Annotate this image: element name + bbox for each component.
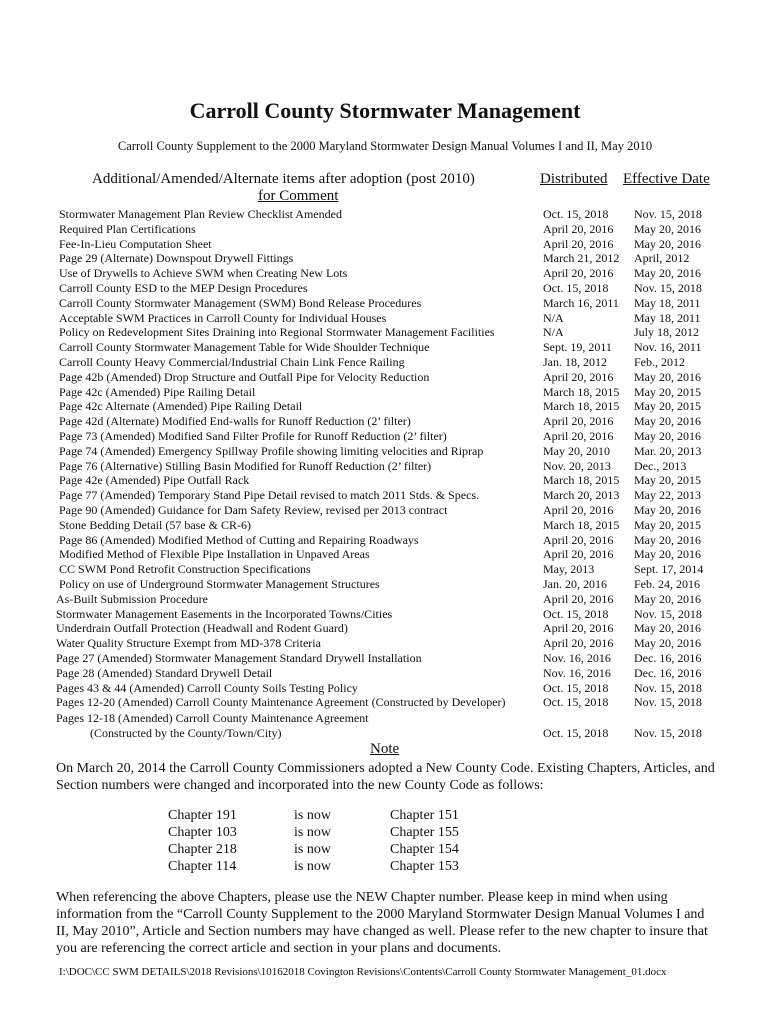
table-cell-distributed: April 20, 2016 <box>543 236 614 251</box>
table-cell-item: Page 90 (Amended) Guidance for Dam Safety Review, revised per 2013 contract <box>59 503 448 517</box>
table-cell-effective: Nov. 15, 2018 <box>634 207 702 221</box>
table-cell-distributed: N/A <box>543 325 564 340</box>
table-cell-item: Carroll County Stormwater Management Table for Wide Shoulder Technique <box>59 340 430 355</box>
table-cell-item: Policy on Redevelopment Sites Draining into Regional Stormwater Management Facilities <box>59 325 495 340</box>
table-cell-distributed: Oct. 15, 2018 <box>543 680 609 695</box>
table-row <box>0 414 770 429</box>
table-cell-distributed: May, 2013 <box>543 562 595 577</box>
table-row <box>0 562 770 577</box>
note-paragraph-line: When referencing the above Chapters, please use the NEW Chapter number. Please keep in mind when using <box>56 890 668 905</box>
chapter-old: Chapter 103 <box>168 825 237 840</box>
table-cell-effective: April, 2012 <box>634 251 690 266</box>
table-cell-distributed: Oct. 15, 2018 <box>543 207 609 221</box>
table-row <box>0 503 770 518</box>
table-cell-effective: Dec. 16, 2016 <box>634 665 702 680</box>
table-cell-distributed: April 20, 2016 <box>543 369 614 384</box>
table-cell-effective: Nov. 15, 2018 <box>634 281 702 295</box>
chapter-verb: is now <box>294 825 331 840</box>
table-cell-effective: May 20, 2016 <box>634 369 701 384</box>
table-row <box>0 488 770 503</box>
table-row <box>0 311 770 326</box>
table-cell-effective: Nov. 15, 2018 <box>634 695 702 710</box>
table-cell-effective: Nov. 15, 2018 <box>634 726 702 740</box>
table-cell-effective: May 20, 2016 <box>634 503 701 517</box>
table-cell-effective: Dec. 16, 2016 <box>634 651 702 665</box>
table-cell-effective: Dec., 2013 <box>634 458 687 473</box>
note-paragraph-line: you are referencing the correct article and section in your plans and documents. <box>56 941 502 956</box>
table-cell-distributed: April 20, 2016 <box>543 414 614 429</box>
note-paragraph-line: Section numbers were changed and incorporated into the new County Code as follows: <box>56 778 544 793</box>
table-cell-distributed: April 20, 2016 <box>543 591 614 606</box>
table-cell-distributed: Oct. 15, 2018 <box>543 606 609 621</box>
table-cell-distributed: April 20, 2016 <box>543 429 614 443</box>
table-row <box>0 666 770 681</box>
table-row <box>0 547 770 562</box>
table-cell-item: Stormwater Management Easements in the Incorporated Towns/Cities <box>56 606 393 621</box>
table-cell-distributed: April 20, 2016 <box>543 503 614 517</box>
table-cell-distributed: Nov. 16, 2016 <box>543 651 611 665</box>
table-cell-item: Pages 12-18 (Amended) Carroll County Maintenance Agreement <box>56 711 369 725</box>
table-cell-item: Page 42c (Amended) Pipe Railing Detail <box>59 384 256 399</box>
table-cell-item: Page 27 (Amended) Stormwater Management Standard Drywell Installation <box>56 651 422 665</box>
table-cell-item: Pages 12-20 (Amended) Carroll County Maintenance Agreement (Constructed by Developer) <box>56 695 506 710</box>
table-cell-item: Stormwater Management Plan Review Checklist Amended <box>59 207 342 221</box>
table-cell-item: Underdrain Outfall Protection (Headwall and Rodent Guard) <box>56 621 348 636</box>
column-header-effective-date: Effective Date <box>623 171 710 187</box>
table-cell-item: Page 42c Alternate (Amended) Pipe Railing Detail <box>59 399 303 414</box>
table-cell-item: Carroll County Stormwater Management (SWM) Bond Release Procedures <box>59 295 422 310</box>
table-cell-item: Water Quality Structure Exempt from MD-378 Criteria <box>56 636 321 651</box>
chapter-old: Chapter 114 <box>168 859 237 874</box>
table-cell-item: Page 77 (Amended) Temporary Stand Pipe Detail revised to match 2011 Stds. & Specs. <box>59 488 480 503</box>
table-cell-distributed: Nov. 16, 2016 <box>543 665 611 680</box>
table-cell-item: Page 73 (Amended) Modified Sand Filter Profile for Runoff Reduction (2’ filter) <box>59 429 447 443</box>
table-row <box>0 711 770 726</box>
table-cell-item: Page 28 (Amended) Standard Drywell Detail <box>56 665 273 680</box>
table-row <box>0 237 770 252</box>
table-cell-distributed: April 20, 2016 <box>543 621 614 636</box>
table-cell-item: Carroll County Heavy Commercial/Industrial Chain Link Fence Railing <box>59 355 405 369</box>
table-cell-distributed: April 20, 2016 <box>543 636 614 651</box>
chapter-verb: is now <box>294 859 331 874</box>
table-cell-effective: Nov. 16, 2011 <box>634 340 702 355</box>
table-row <box>0 399 770 414</box>
table-row <box>0 385 770 400</box>
table-cell-effective: May 20, 2016 <box>634 221 701 236</box>
table-cell-item: As-Built Submission Procedure <box>56 591 208 606</box>
table-row <box>0 429 770 444</box>
table-cell-distributed: Oct. 15, 2018 <box>543 726 609 740</box>
table-cell-item: Modified Method of Flexible Pipe Installation in Unpaved Areas <box>59 547 370 562</box>
table-cell-effective: May 22, 2013 <box>634 488 701 503</box>
table-cell-distributed: March 18, 2015 <box>543 517 620 532</box>
table-row <box>0 518 770 533</box>
table-cell-effective: May 20, 2016 <box>634 236 701 251</box>
table-cell-distributed: March 16, 2011 <box>543 295 619 310</box>
file-path-footer: I:\DOC\CC SWM DETAILS\2018 Revisions\10162018 Covington Revisions\Contents\Carroll County Stormwater Management_01.docx <box>59 966 667 978</box>
table-row <box>0 281 770 296</box>
table-cell-item: Page 42d (Alternate) Modified End-walls for Runoff Reduction (2’ filter) <box>59 414 411 429</box>
table-cell-item: CC SWM Pond Retrofit Construction Specifications <box>59 562 311 577</box>
table-cell-distributed: Jan. 20, 2016 <box>543 577 607 591</box>
note-paragraph-line: II, May 2010”, Article and Section numbers may have changed as well. Please refer to the new chapter to insure that <box>56 924 708 939</box>
table-cell-effective: May 20, 2015 <box>634 384 701 399</box>
table-cell-distributed: May 20, 2010 <box>543 443 610 458</box>
table-row <box>0 207 770 222</box>
table-cell-effective: Feb. 24, 2016 <box>634 577 700 591</box>
table-cell-item: Carroll County ESD to the MEP Design Procedures <box>59 281 308 295</box>
chapter-new: Chapter 151 <box>390 808 459 823</box>
table-row <box>0 636 770 651</box>
table-cell-distributed: April 20, 2016 <box>543 532 614 547</box>
table-cell-item: Policy on use of Underground Stormwater Management Structures <box>59 577 380 591</box>
table-cell-distributed: March 21, 2012 <box>543 251 620 266</box>
table-row <box>0 533 770 548</box>
table-row <box>0 651 770 666</box>
table-row <box>0 607 770 622</box>
table-cell-item: Page 76 (Alternative) Stilling Basin Modified for Runoff Reduction (2’ filter) <box>59 458 432 473</box>
table-cell-item: Use of Drywells to Achieve SWM when Creating New Lots <box>59 266 348 281</box>
chapter-new: Chapter 155 <box>390 825 459 840</box>
table-row <box>0 695 770 710</box>
table-row <box>0 473 770 488</box>
table-cell-effective: May 18, 2011 <box>634 310 701 325</box>
table-cell-distributed: March 18, 2015 <box>543 384 620 399</box>
table-cell-item: Page 29 (Alternate) Downspout Drywell Fittings <box>59 251 294 266</box>
table-cell-item: Page 42e (Amended) Pipe Outfall Rack <box>59 473 250 488</box>
table-cell-item: Page 42b (Amended) Drop Structure and Outfall Pipe for Velocity Reduction <box>59 369 430 384</box>
table-cell-effective: Mar. 20, 2013 <box>634 443 702 458</box>
table-cell-distributed: Oct. 15, 2018 <box>543 695 609 710</box>
table-row <box>0 459 770 474</box>
table-cell-effective: May 20, 2016 <box>634 429 701 443</box>
table-cell-distributed: Nov. 20, 2013 <box>543 458 611 473</box>
chapter-old: Chapter 218 <box>168 842 237 857</box>
table-row <box>0 355 770 370</box>
table-row <box>0 370 770 385</box>
table-row <box>0 325 770 340</box>
document-title: Carroll County Stormwater Management <box>189 98 581 123</box>
table-cell-item: Pages 43 & 44 (Amended) Carroll County Soils Testing Policy <box>56 680 358 695</box>
table-cell-distributed: N/A <box>543 310 564 325</box>
table-row <box>0 621 770 636</box>
table-cell-item: Required Plan Certifications <box>59 221 196 236</box>
table-cell-item: (Constructed by the County/Town/City) <box>90 726 282 740</box>
table-row <box>0 340 770 355</box>
table-heading-sub: for Comment <box>258 188 339 204</box>
table-cell-effective: May 18, 2011 <box>634 295 701 310</box>
table-cell-effective: July 18, 2012 <box>634 325 700 340</box>
table-cell-item: Page 86 (Amended) Modified Method of Cutting and Repairing Roadways <box>59 532 419 547</box>
table-cell-item: Fee-In-Lieu Computation Sheet <box>59 236 212 251</box>
table-cell-distributed: April 20, 2016 <box>543 221 614 236</box>
table-heading: Additional/Amended/Alternate items after adoption (post 2010) <box>92 171 475 187</box>
table-row <box>0 577 770 592</box>
table-cell-distributed: March 18, 2015 <box>543 473 620 488</box>
table-cell-distributed: March 20, 2013 <box>543 488 620 503</box>
document-subtitle: Carroll County Supplement to the 2000 Maryland Stormwater Design Manual Volumes I and II, May 2010 <box>117 139 653 153</box>
table-cell-distributed: March 18, 2015 <box>543 399 620 414</box>
table-cell-effective: Feb., 2012 <box>634 355 685 369</box>
note-paragraph-line: information from the “Carroll County Supplement to the 2000 Maryland Stormwater Design Manual Volumes I and <box>56 907 705 922</box>
chapter-verb: is now <box>294 842 331 857</box>
table-cell-effective: May 20, 2016 <box>634 547 701 562</box>
table-cell-item: Page 74 (Amended) Emergency Spillway Profile showing limiting velocities and Riprap <box>59 443 484 458</box>
table-row <box>0 681 770 696</box>
table-cell-effective: May 20, 2015 <box>634 399 701 414</box>
table-cell-effective: May 20, 2016 <box>634 621 701 636</box>
table-cell-distributed: Oct. 15, 2018 <box>543 281 609 295</box>
chapter-old: Chapter 191 <box>168 808 237 823</box>
table-cell-distributed: Sept. 19, 2011 <box>543 340 612 355</box>
table-cell-distributed: April 20, 2016 <box>543 266 614 281</box>
table-row <box>0 726 770 741</box>
table-cell-effective: May 20, 2016 <box>634 414 701 429</box>
table-cell-effective: May 20, 2015 <box>634 473 701 488</box>
table-row <box>0 296 770 311</box>
table-row <box>0 444 770 459</box>
table-cell-effective: Sept. 17, 2014 <box>634 562 704 577</box>
table-cell-effective: Nov. 15, 2018 <box>634 606 702 621</box>
chapter-new: Chapter 154 <box>390 842 459 857</box>
table-cell-effective: May 20, 2016 <box>634 591 701 606</box>
table-row <box>0 222 770 237</box>
table-cell-effective: May 20, 2016 <box>634 636 701 651</box>
table-cell-distributed: Jan. 18, 2012 <box>543 355 607 369</box>
chapter-verb: is now <box>294 808 331 823</box>
table-cell-effective: May 20, 2015 <box>634 517 701 532</box>
note-heading: Note <box>370 741 400 757</box>
table-row <box>0 266 770 281</box>
note-paragraph-line: On March 20, 2014 the Carroll County Commissioners adopted a New County Code. Existing Chapters, Articles, and <box>56 761 715 776</box>
chapter-new: Chapter 153 <box>390 859 459 874</box>
table-cell-item: Stone Bedding Detail (57 base & CR-6) <box>59 517 251 532</box>
table-row <box>0 592 770 607</box>
table-cell-distributed: April 20, 2016 <box>543 547 614 562</box>
table-cell-effective: May 20, 2016 <box>634 266 701 281</box>
table-cell-effective: Nov. 15, 2018 <box>634 680 702 695</box>
table-cell-item: Acceptable SWM Practices in Carroll County for Individual Houses <box>59 310 387 325</box>
column-header-distributed: Distributed <box>540 171 608 187</box>
table-row <box>0 251 770 266</box>
table-cell-effective: May 20, 2016 <box>634 532 701 547</box>
